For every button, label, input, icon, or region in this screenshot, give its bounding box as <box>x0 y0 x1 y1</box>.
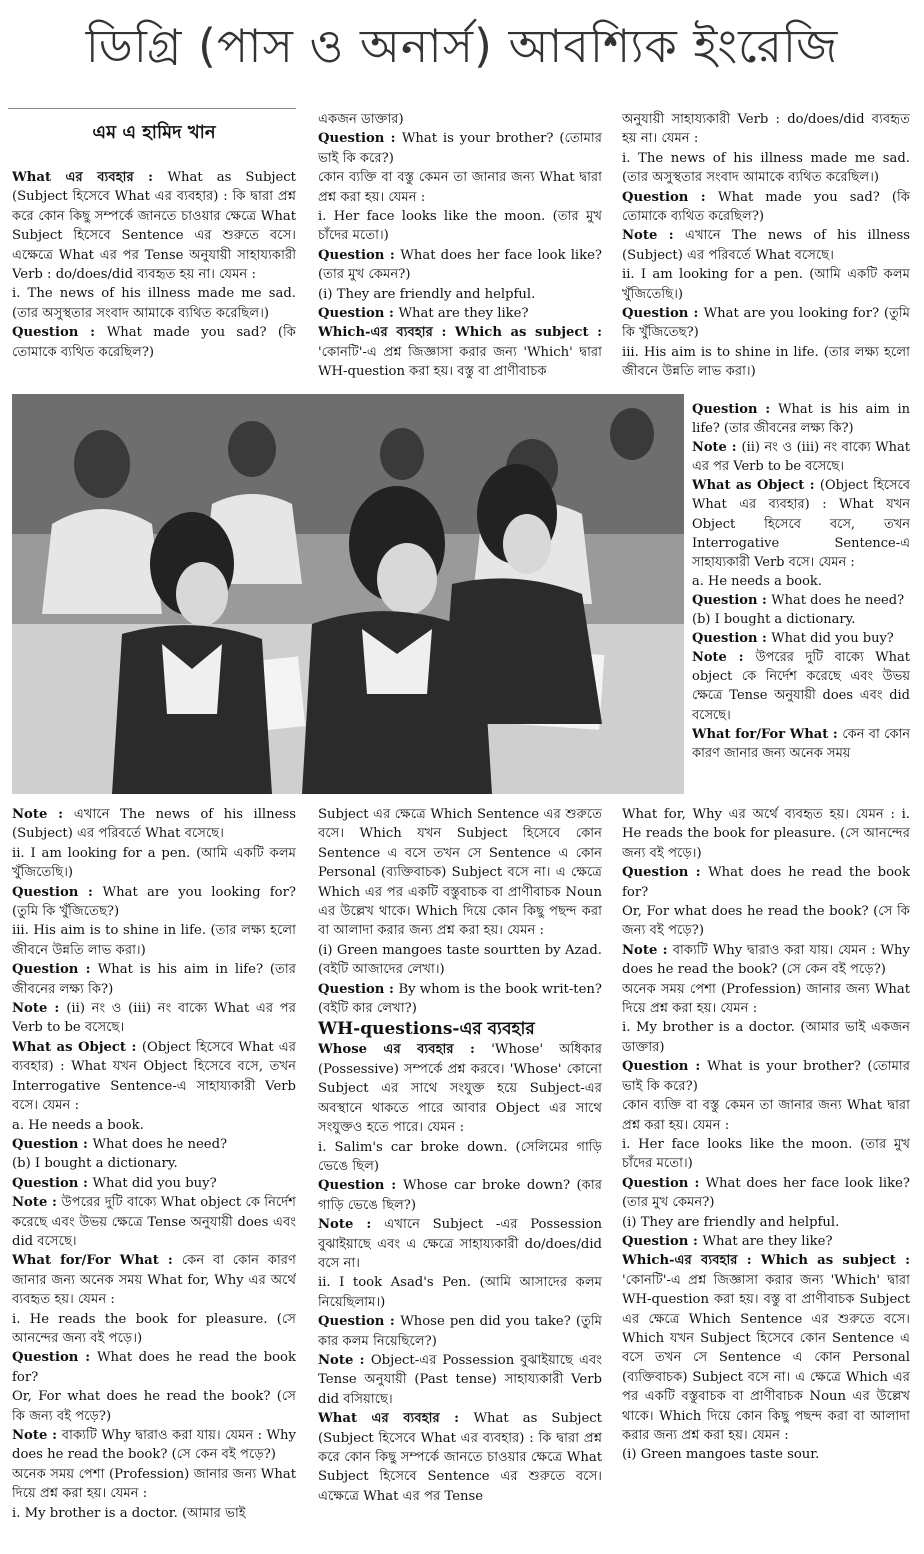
paragraph <box>692 725 910 763</box>
paragraph <box>692 629 910 648</box>
paragraph-text: By whom is the book writ-ten? (বইটি কার লেখা?) <box>318 981 602 1017</box>
paragraph <box>622 304 910 343</box>
paragraph-text: i. Her face looks like the moon. (তার মুখ চাঁদের মতো।) <box>318 209 602 244</box>
paragraph-text: Whose pen did you take? (তুমি কার কলম নিয়েছিলে?) <box>318 1314 602 1349</box>
paragraph-text: What for, Why এর অর্থে ব্যবহৃত হয়। যেমন : i. He reads the book for pleasure. (সে আনন্দের জন্য বই পড়ে।) <box>622 807 910 861</box>
paragraph-text: Whose car broke down? (কার গাড়ি ভেঙে ছিল?) <box>318 1178 602 1213</box>
paragraph <box>12 284 296 323</box>
paragraph-text: একজন ডাক্তার) <box>318 112 404 127</box>
paragraph-text: What as Subject (Subject হিসেবে What এর ব্যবহার) : কি দ্বারা প্রশ্ন করে কোন কিছু সম্পর্কে জানতে চাওয়ার ক্ষেত্রে What Subject হিসেবে Sentence এর শুরুতে বসে। এক্ষেত্রে What এর পর Tense অনুযায়ী সাহায্যকারী Verb : do/does/did ব্যবহৃত হয় না। যেমন : <box>12 170 296 283</box>
paragraph <box>622 1018 910 1057</box>
paragraph <box>318 1273 602 1312</box>
paragraph <box>12 1135 296 1154</box>
paragraph-label: Question : <box>12 884 103 900</box>
paragraph <box>12 1251 296 1309</box>
paragraph-label: Question : <box>318 1178 403 1194</box>
paragraph-text: এখানে Subject -এর Possession বুঝাইয়াছে এবং এ ক্ষেত্রে সাহায্যকারী do/does/did বসে না। <box>318 1217 602 1271</box>
paragraph-text: Subject এর ক্ষেত্রে Which Sentence এর শুরুতে বসে। Which যখন Subject হিসেবে কোন Sentence এ বসে তখন সে Sentence এ কোন Personal (ব্যক্তিবাচক) Subject বসে না। এ ক্ষেত্রে Which এর পর একটি বস্তুবাচক বা প্রাণীবাচক Noun এর উল্লেখ থাকে। Which দিয়ে কোন কিছু পছন্দ করা বা আলাদা করার জন্য প্রশ্ন করা হয়। যেমন : <box>318 807 602 939</box>
paragraph <box>12 1387 296 1426</box>
paragraph-label: Question : <box>622 1059 708 1075</box>
paragraph-label: What as Object : <box>692 478 820 494</box>
paragraph-text: অনুযায়ী সাহায্যকারী Verb : do/does/did ব্যবহৃত হয় না। যেমন : <box>622 112 910 147</box>
paragraph <box>622 1251 910 1445</box>
paragraph-label: Question : <box>318 1314 401 1330</box>
paragraph <box>12 323 296 362</box>
paragraph-text: iii. His aim is to shine in life. (তার লক্ষ্য হলো জীবনে উন্নতি লাভ করা।) <box>622 344 910 380</box>
paragraph-label: Question : <box>12 1175 93 1191</box>
article-column-4 <box>12 805 296 1545</box>
paragraph-text: a. He needs a book. <box>12 1117 144 1133</box>
paragraph-label: What for/For What : <box>12 1253 182 1269</box>
paragraph-text: অনেক সময় পেশা (Profession) জানার জন্য What দিয়ে প্রশ্ন করা হয়। যেমন : <box>622 981 910 1017</box>
paragraph <box>318 805 602 941</box>
paragraph-text: 'কোনটি'-এ প্রশ্ন জিজ্ঞাসা করার জন্য 'Which' দ্বারা WH-question করা হয়। বস্তু বা প্রাণীবাচক <box>318 344 602 380</box>
paragraph <box>12 999 296 1038</box>
paragraph-label: Note : <box>692 440 742 456</box>
paragraph <box>622 941 910 980</box>
paragraph <box>12 883 296 922</box>
paragraph-text: 'Whose' অধিকার (Possessive) সম্পর্কে প্রশ্ন করবে। 'Whose' কোনো Subject এর সাথে সংযুক্ত হয়ে Subject-এর অবস্থানে থাকতে পারে আবার Object এর সাথে সংযুক্তও হতে পারে। যেমন : <box>318 1042 602 1136</box>
paragraph <box>12 1193 296 1251</box>
paragraph-text: এখানে The news of his illness (Subject) এর পরিবর্তে What বসেছে। <box>622 228 910 263</box>
paragraph <box>622 805 910 863</box>
paragraph-label: Question : <box>692 402 779 417</box>
paragraph-text: What are you looking for? (তুমি কি খুঁজিতেছ?) <box>622 306 910 341</box>
paragraph-text: Or, For what does he read the book? (সে কি জন্য বই পড়ে?) <box>622 904 910 939</box>
paragraph <box>12 168 296 284</box>
paragraph <box>12 1154 296 1173</box>
paragraph <box>622 863 910 902</box>
paragraph-label: Question : <box>622 1175 706 1191</box>
paragraph-text: (i) They are friendly and helpful. <box>318 286 536 302</box>
paragraph <box>318 285 602 304</box>
paragraph <box>318 1138 602 1177</box>
paragraph-text: What does he read the book for? <box>622 865 910 900</box>
paragraph-text: কোন ব্যক্তি বা বস্তু কেমন তা জানার জন্য What দ্বারা প্রশ্ন করা হয়। যেমন : <box>622 1098 910 1133</box>
paragraph-text: What as Subject (Subject হিসেবে What এর ব্যবহার) : কি দ্বারা প্রশ্ন করে কোন কিছু সম্পর্কে জানতে চাওয়ার ক্ষেত্রে What Subject হিসেবে Sentence এর শুরুতে বসে। এক্ষেত্রে What এর পর Tense <box>318 1411 602 1504</box>
paragraph <box>318 1351 602 1409</box>
paragraph-label: Question : <box>318 981 399 997</box>
paragraph <box>12 1310 296 1349</box>
paragraph-label: Note : <box>622 228 686 244</box>
paragraph-text: ii. I am looking for a pen. (আমি একটি কলম খুঁজিতেছি।) <box>622 267 910 302</box>
paragraph-text: What is his aim in life? (তার জীবনের লক্ষ্য কি?) <box>12 962 296 997</box>
paragraph-text: What does he need? <box>771 592 905 608</box>
paragraph-label: Note : <box>318 1217 385 1233</box>
paragraph <box>692 438 910 476</box>
paragraph-text: i. The news of his illness made me sad. (তার অসুস্থতার সংবাদ আমাকে ব্যথিত করেছিল।) <box>622 150 910 186</box>
article-column-1 <box>12 168 296 393</box>
paragraph <box>12 1504 296 1523</box>
paragraph <box>12 1174 296 1193</box>
paragraph-text: i. The news of his illness made me sad. (তার অসুস্থতার সংবাদ আমাকে ব্যথিত করেছিল।) <box>12 286 296 321</box>
paragraph <box>318 1176 602 1215</box>
paragraph <box>692 591 910 610</box>
paragraph-text: What did you buy? <box>92 1175 217 1191</box>
paragraph <box>622 1057 910 1096</box>
paragraph-text: কোন ব্যক্তি বা বস্তু কেমন তা জানার জন্য What দ্বারা প্রশ্ন করা হয়। যেমন : <box>318 170 602 205</box>
paragraph <box>12 1426 296 1465</box>
article-column-5 <box>318 805 602 1545</box>
paragraph <box>692 572 910 591</box>
paragraph-text: What are they like? <box>398 306 529 322</box>
paragraph-text: ii. I took Asad's Pen. (আমি আসাদের কলম নিয়েছিলাম।) <box>318 1275 602 1310</box>
paragraph-text: বাক্যটি Why দ্বারাও করা যায়। যেমন : Why does he read the book? (সে কেন বই পড়ে?) <box>12 1428 296 1463</box>
paragraph-text: i. My brother is a doctor. (আমার ভাই একজন ডাক্তার) <box>622 1020 910 1055</box>
paragraph <box>622 1232 910 1251</box>
paragraph-label: Note : <box>12 1195 62 1211</box>
paragraph <box>622 226 910 265</box>
paragraph <box>622 1096 910 1135</box>
paragraph-text: (ii) নং ও (iii) নং বাক্যে What এর পর Verb to be বসেছে। <box>12 1001 296 1036</box>
paragraph <box>692 400 910 438</box>
paragraph <box>692 610 910 629</box>
paragraph <box>318 168 602 207</box>
paragraph <box>12 921 296 960</box>
paragraph-text: কেন বা কোন কারণ জানার জন্য অনেক সময় <box>692 726 910 761</box>
paragraph <box>318 941 602 980</box>
paragraph <box>692 476 910 571</box>
paragraph <box>622 1213 910 1232</box>
paragraph-text: 'কোনটি'-এ প্রশ্ন জিজ্ঞাসা করার জন্য 'Which' দ্বারা WH-question করা হয়। বস্তু বা প্রাণীবাচক Subject এর ক্ষেত্রে Which Sentence এর শুরুতে বসে। Which যখন Subject হিসেবে কোন Sentence এ বসে তখন সে Sentence এ কোন Personal (ব্যক্তিবাচক) Subject বসে না। এ ক্ষেত্রে Which এর পর একটি বস্তুবাচক বা প্রাণীবাচক Noun এর উল্লেখ থাকে। Which দিয়ে কোন কিছু পছন্দ করা বা আলাদা করার জন্য প্রশ্ন করা হয়। যেমন : <box>622 1272 910 1443</box>
paragraph-label: Note : <box>12 1428 62 1443</box>
paragraph-text: (i) Green mangoes taste sourtten by Azad. (বইটি আজাদের লেখা।) <box>318 942 602 978</box>
paragraph-label: What as Object : <box>12 1039 142 1055</box>
paragraph <box>12 1038 296 1116</box>
paragraph-text: (i) Green mangoes taste sour. <box>622 1447 820 1463</box>
paragraph-text: What are you looking for? (তুমি কি খুঁজিতেছ?) <box>12 884 296 920</box>
paragraph-label: Question : <box>12 325 107 341</box>
paragraph <box>318 1409 602 1506</box>
paragraph <box>318 1040 602 1137</box>
paragraph-label: Question : <box>622 189 719 205</box>
paragraph-label: Question : <box>318 306 399 322</box>
paragraph-label: Note : <box>692 650 756 666</box>
article-column-3 <box>622 110 910 393</box>
paragraph-text: অনেক সময় পেশা (Profession) জানার জন্য What দিয়ে প্রশ্ন করা হয়। যেমন : <box>12 1466 296 1502</box>
paragraph-label: Note : <box>318 1352 371 1368</box>
paragraph-text: What made you sad? (কি তোমাকে ব্যথিত করেছিল?) <box>12 325 296 360</box>
paragraph <box>318 980 602 1019</box>
paragraph-text: বাক্যটি Why দ্বারাও করা যায়। যেমন : Why does he read the book? (সে কেন বই পড়ে?) <box>622 942 910 978</box>
paragraph-text: What does her face look like? (তার মুখ কেমন?) <box>622 1175 910 1211</box>
paragraph-label: Question : <box>692 631 772 647</box>
paragraph-label: Question : <box>622 306 704 322</box>
paragraph-label: Question : <box>12 1350 97 1366</box>
paragraph <box>622 1445 910 1464</box>
paragraph <box>12 1348 296 1387</box>
paragraph <box>622 1174 910 1213</box>
paragraph-text: Or, For what does he read the book? (সে কি জন্য বই পড়ে?) <box>12 1389 296 1424</box>
paragraph <box>12 805 296 844</box>
paragraph <box>622 188 910 227</box>
paragraph <box>622 902 910 941</box>
paragraph <box>318 323 602 381</box>
paragraph <box>318 1215 602 1273</box>
paragraph <box>12 844 296 883</box>
paragraph-label: Question : <box>692 592 772 608</box>
divider <box>8 108 296 109</box>
paragraph <box>12 1465 296 1504</box>
paragraph-text: কেন বা কোন কারণ জানার জন্য অনেক সময় What for, Why এর অর্থে ব্যবহৃত হয়। যেমন : <box>12 1253 296 1308</box>
paragraph-text: Object-এর Possession বুঝাইয়াছে এবং Tense অনুযায়ী (Past tense) সাহায্যকারী Verb did বসিয়াছে। <box>318 1352 602 1407</box>
paragraph <box>692 648 910 724</box>
paragraph-label: Question : <box>318 131 402 147</box>
paragraph-text: What made you sad? (কি তোমাকে ব্যথিত করেছিল?) <box>622 189 910 225</box>
paragraph <box>622 265 910 304</box>
paragraph <box>622 980 910 1019</box>
paragraph <box>622 149 910 188</box>
section-heading: WH-questions-এর ব্যবহার <box>318 1019 535 1040</box>
article-column-6 <box>622 805 910 1545</box>
paragraph-text: (b) I bought a dictionary. <box>12 1156 178 1172</box>
paragraph-text: (Object হিসেবে What এর ব্যবহার) : What যখন Object হিসেবে বসে, তখন Interrogative Sentence-এ সাহায্যকারী Verb বসে। যেমন : <box>12 1039 296 1114</box>
paragraph-label: Whose এর ব্যবহার : <box>318 1042 492 1058</box>
paragraph <box>622 1135 910 1174</box>
paragraph-label: Question : <box>622 1233 703 1249</box>
paragraph <box>318 129 602 168</box>
paragraph <box>12 960 296 999</box>
paragraph-text: i. He reads the book for pleasure. (সে আনন্দের জন্য বই পড়ে।) <box>12 1311 296 1346</box>
paragraph-text: i. Her face looks like the moon. (তার মুখ চাঁদের মতো।) <box>622 1136 910 1172</box>
paragraph <box>12 1116 296 1135</box>
paragraph-text: i. Salim's car broke down. (সেলিমের গাড়ি ভেঙে ছিল) <box>318 1139 602 1174</box>
paragraph-text: i. My brother is a doctor. (আমার ভাই <box>12 1505 246 1521</box>
paragraph-text: What did you buy? <box>771 631 894 647</box>
paragraph-label: Which-এর ব্যবহার : Which as subject : <box>318 325 602 341</box>
paragraph-text: iii. His aim is to shine in life. (তার লক্ষ্য হলো জীবনে উন্নতি লাভ করা।) <box>12 923 296 958</box>
paragraph <box>622 343 910 382</box>
paragraph-text: ii. I am looking for a pen. (আমি একটি কলম খুঁজিতেছি।) <box>12 845 296 881</box>
author-byline: এম এ হামিদ খান <box>92 122 216 143</box>
paragraph-text: What is your brother? (তোমার ভাই কি করে?) <box>622 1059 910 1094</box>
paragraph-text: a. He needs a book. <box>692 573 822 589</box>
paragraph-label: What for/For What : <box>692 726 843 742</box>
paragraph-label: Question : <box>12 1136 93 1152</box>
paragraph-text: উপরের দুটি বাক্যে What object কে নির্দেশ করেছে এবং উভয় ক্ষেত্রে Tense অনুযায়ী does এবং did বসেছে। <box>692 650 910 723</box>
paragraph-text: What does he read the book for? <box>12 1350 296 1385</box>
paragraph-label: Question : <box>622 865 709 881</box>
paragraph-text: (Object হিসেবে What এর ব্যবহার) : What যখন Object হিসেবে বসে, তখন Interrogative Sentence-এ সাহায্যকারী Verb বসে। যেমন : <box>692 478 910 570</box>
paragraph-text: এখানে The news of his illness (Subject) এর পরিবর্তে What বসেছে। <box>12 807 296 842</box>
paragraph-label: What এর ব্যবহার : <box>12 170 168 185</box>
paragraph-label: Note : <box>12 1001 67 1017</box>
paragraph-text: উপরের দুটি বাক্যে What object কে নির্দেশ করেছে এবং উভয় ক্ষেত্রে Tense অনুযায়ী does এবং did বসেছে। <box>12 1195 296 1249</box>
paragraph-label: Question : <box>12 962 98 978</box>
article-column-3-continued <box>692 400 910 793</box>
paragraph <box>318 246 602 285</box>
paragraph-text: What are they like? <box>702 1233 833 1249</box>
paragraph <box>318 304 602 323</box>
article-column-2 <box>318 110 602 393</box>
paragraph <box>318 207 602 246</box>
paragraph-text: What does her face look like? (তার মুখ কেমন?) <box>318 247 602 283</box>
paragraph-text: (b) I bought a dictionary. <box>692 612 856 628</box>
paragraph-label: Note : <box>12 807 74 822</box>
paragraph-label: Question : <box>318 247 401 263</box>
exam-hall-photo <box>12 394 684 794</box>
paragraph-text: What is your brother? (তোমার ভাই কি করে?) <box>318 131 602 166</box>
paragraph-label: What এর ব্যবহার : <box>318 1411 474 1427</box>
students-writing-exam-illustration <box>12 394 684 794</box>
paragraph-text: What is his aim in life? (তার জীবনের লক্ষ্য কি?) <box>692 402 910 437</box>
paragraph <box>622 110 910 149</box>
paragraph-text: (ii) নং ও (iii) নং বাক্যে What এর পর Verb to be বসেছে। <box>692 440 910 475</box>
paragraph-label: Which-এর ব্যবহার : Which as subject : <box>622 1253 910 1269</box>
page-headline: ডিগ্রি (পাস ও অনার্স) আবশ্যিক ইংরেজি <box>85 19 839 73</box>
paragraph <box>318 110 602 129</box>
paragraph-text: What does he need? <box>92 1136 228 1152</box>
paragraph-text: (i) They are friendly and helpful. <box>622 1214 840 1230</box>
paragraph-label: Note : <box>622 942 673 958</box>
paragraph <box>318 1312 602 1351</box>
